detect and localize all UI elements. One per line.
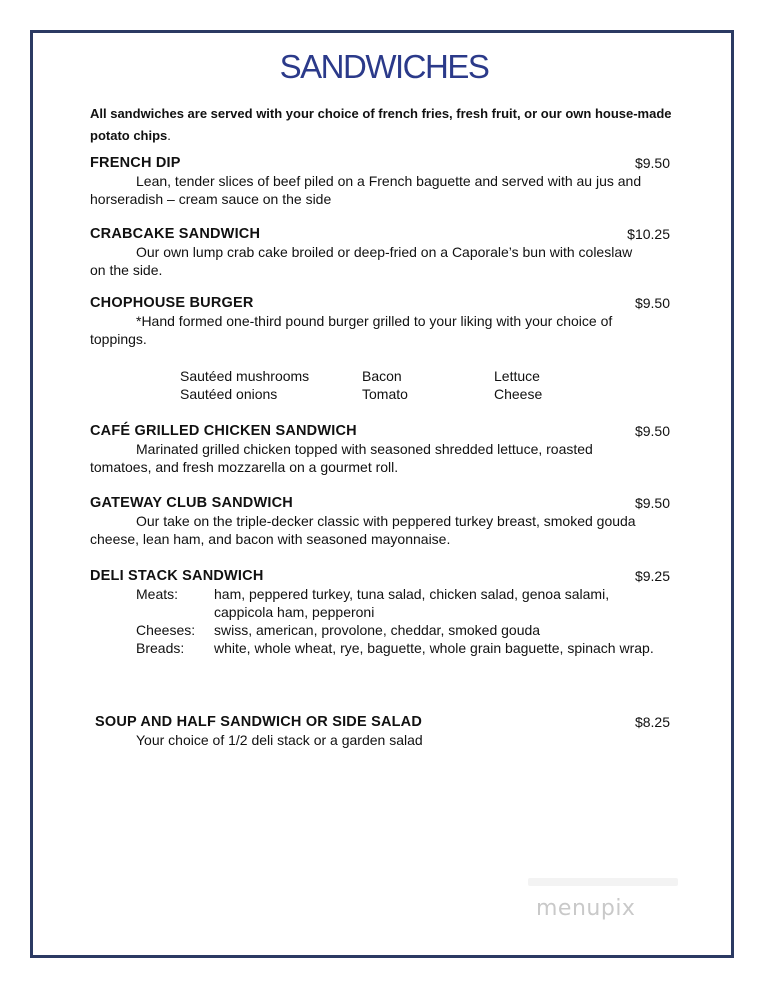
item-price: $9.50 [634,295,670,311]
item-price: $8.25 [634,714,670,730]
topping: Bacon [362,368,402,384]
item-description: Lean, tender slices of beef piled on a French baguette and served with au jus and horseradish – cream sauce on the side [90,173,642,207]
item-description: Marinated grilled chicken topped with seasoned shredded lettuce, roasted tomatoes, and fresh mozzarella on a gourmet roll. [90,441,593,475]
deli-breads-row [90,639,672,657]
topping: Sautéed mushrooms [180,368,310,384]
deli-cheeses-row [90,621,672,639]
deli-breads-label: Breads: [136,640,185,656]
menu-item-chophouse-burger [90,294,672,348]
page-title: SANDWICHES [279,48,489,85]
deli-meats-label: Meats: [136,586,179,602]
deli-meats-row [90,585,672,621]
item-price: $9.50 [634,155,670,171]
item-description: Our own lump crab cake broiled or deep-fried on a Caporale’s bun with coleslaw on the side. [90,244,633,278]
deli-cheeses-value: swiss, american, provolone, cheddar, smoked gouda [214,622,541,638]
item-price: $9.50 [634,423,670,439]
intro-text: All sandwiches are served with your choice of french fries, fresh fruit, or our own house-made potato chips [90,106,672,143]
topping: Tomato [362,386,408,402]
intro-period: . [167,128,171,143]
toppings-list [180,367,542,403]
item-name: SOUP AND HALF SANDWICH OR SIDE SALAD [95,714,423,730]
menu-item-gateway-club [90,494,672,548]
intro-note [90,103,690,147]
item-price: $9.25 [634,568,670,584]
item-price: $9.50 [634,495,670,511]
item-description: Our take on the triple-decker classic with peppered turkey breast, smoked gouda cheese, lean ham, and bacon with seasoned mayonnaise. [90,513,636,547]
item-description: *Hand formed one-third pound burger grilled to your liking with your choice of toppings. [90,313,613,347]
menu-item-french-dip [90,154,672,208]
deli-cheeses-label: Cheeses: [136,622,196,638]
toppings-row [180,367,542,385]
topping: Cheese [494,386,543,402]
item-price: $10.25 [627,226,670,242]
menupix-watermark: menupix [536,896,636,921]
menu-item-crabcake-sandwich [90,225,672,279]
item-name: FRENCH DIP [90,155,181,171]
item-description: Your choice of 1/2 deli stack or a garden salad [136,732,423,748]
toppings-row [180,385,542,403]
watermark-faint-text [528,878,678,886]
item-name: CRABCAKE SANDWICH [90,226,261,242]
item-name: CAFÉ GRILLED CHICKEN SANDWICH [90,423,357,439]
deli-meats-value: ham, peppered turkey, tuna salad, chicken salad, genoa salami, cappicola ham, pepperoni [214,586,610,620]
topping: Lettuce [494,368,540,384]
item-name: CHOPHOUSE BURGER [90,295,254,311]
topping: Sautéed onions [180,386,278,402]
deli-breads-value: white, whole wheat, rye, baguette, whole grain baguette, spinach wrap. [214,640,654,656]
menu-item-cafe-grilled-chicken [90,422,672,476]
item-name: GATEWAY CLUB SANDWICH [90,495,293,511]
deli-options [90,585,672,657]
menu-item-soup-and-half-sandwich [95,713,672,749]
item-name: DELI STACK SANDWICH [90,568,264,584]
menu-item-deli-stack [90,567,672,657]
